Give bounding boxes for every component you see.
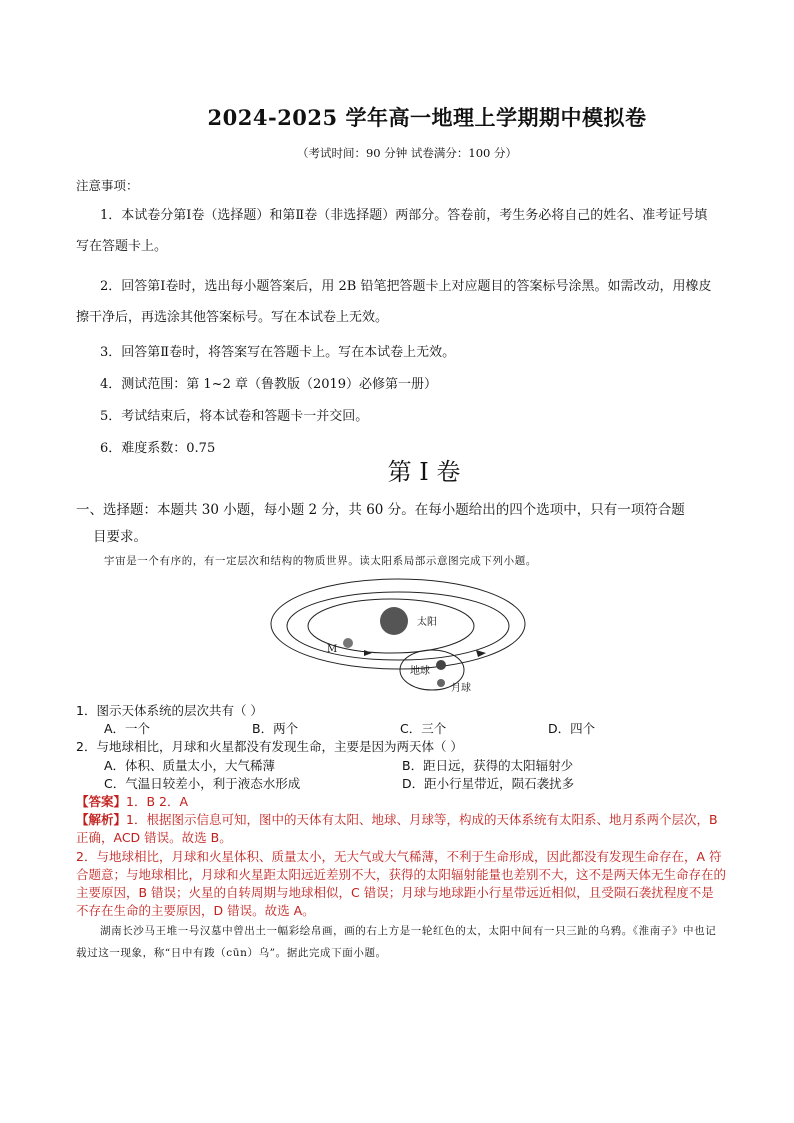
question-intro: 宇宙是一个有序的，有一定层次和结构的物质世界。读太阳系局部示意图完成下列小题。 — [104, 555, 537, 567]
option-d: D．距小行星带近，陨石袭扰多 — [402, 775, 575, 791]
m-label: M — [327, 644, 338, 655]
answer-text: 1．B 2．A — [126, 794, 189, 810]
sun-label: 太阳 — [417, 617, 437, 628]
solar-system-diagram — [268, 577, 528, 699]
notice-heading: 注意事项： — [76, 178, 139, 193]
section-heading-line2: 目要求。 — [93, 529, 147, 545]
exam-subtitle: （考试时间：90 分钟 试卷满分：100 分） — [296, 146, 518, 160]
question-1-stem: 1．图示天体系统的层次共有（ ） — [76, 703, 263, 718]
question-block — [76, 702, 726, 920]
earth-label: 地球 — [410, 666, 430, 677]
exam-title: 2024-2025 学年高一地理上学期期中模拟卷 — [207, 105, 647, 130]
orbit-arrow — [364, 650, 372, 656]
earth-icon — [436, 660, 446, 670]
option-c: C．气温日较差小，利于液态水形成 — [104, 775, 301, 791]
notice-item: 1．本试卷分第Ⅰ卷（选择题）和第Ⅱ卷（非选择题）两部分。答卷前，考生务必将自己的姓名、准考证号填写在答题卡上。 — [76, 208, 708, 254]
passage-2-intro: 湖南长沙马王堆一号汉墓中曾出土一幅彩绘帛画，画的右上方是一轮红色的太，太阳中间有一只三趾的乌鸦。《淮南子》中也记载过这一现象，称“日中有踆（cūn）乌”。据此完成下面小题。 — [76, 925, 717, 959]
option-a: A．体积、质量太小，大气稀薄 — [104, 757, 276, 773]
notice-item: 2．回答第Ⅰ卷时，选出每小题答案后，用 2B 铅笔把答题卡上对应题目的答案标号涂黑。如需改动，用橡皮擦干净后，再选涂其他答案标号。写在本试卷上无效。 — [76, 279, 712, 325]
orbit-arrow — [476, 650, 486, 657]
moon-label: 月球 — [451, 683, 471, 694]
question-2-options-row2 — [104, 775, 726, 793]
question-2-stem: 2．与地球相比，月球和火星都没有发现生命，主要是因为两天体（ ） — [76, 739, 463, 755]
analysis-tag: 【解析】 — [76, 812, 127, 828]
m-planet-icon — [343, 638, 353, 648]
option-c: C．三个 — [400, 721, 447, 737]
question-1-options — [104, 720, 726, 738]
notice-item: 6．难度系数：0.75 — [100, 441, 216, 456]
notice-item: 4．测试范围：第 1~2 章（鲁教版（2019）必修第一册） — [100, 377, 438, 392]
option-d: D．四个 — [548, 721, 596, 737]
analysis-para-2: 2．与地球相比，月球和火星体积、质量太小，无大气或大气稀薄，不利于生命形成，因此都没有发现生命存在，A 符合题意；与地球相比，月球和火星距太阳远近差别不大，获得的太阳辐射能量也差别不大，这不是两天体无生命存在的主要原因，B 错误；火星的自转周期与地球相似，C 错误；月球与地球距小行星带远近相似，且受陨石袭扰程度不是不存在生命的主要原因，D 错误。故选 A。 — [76, 848, 727, 919]
option-b: B．距日远，获得的太阳辐射少 — [402, 757, 574, 773]
answer-tag: 【答案】 — [76, 794, 127, 810]
notice-item: 3．回答第Ⅱ卷时，将答案写在答题卡上。写在本试卷上无效。 — [100, 345, 456, 360]
option-a: A．一个 — [104, 721, 151, 737]
answer-line — [76, 793, 726, 811]
option-b: B．两个 — [252, 721, 299, 737]
sun-icon — [380, 607, 408, 635]
notice-item: 5．考试结束后，将本试卷和答题卡一并交回。 — [100, 409, 369, 424]
notice-list — [76, 200, 720, 470]
volume-title: 第 I 卷 — [387, 458, 461, 486]
section-heading — [76, 497, 722, 551]
analysis-text-1: 1．根据图示信息可知，图中的天体有太阳、地球、月球等，构成的天体系统有太阳系、地月系两个层次，B 正确，ACD 错误。故选 B。 — [76, 812, 718, 846]
question-2-options-row1 — [104, 757, 726, 775]
moon-icon — [437, 679, 445, 687]
section-heading-line1: 一、选择题：本题共 30 小题，每小题 2 分，共 60 分。在每小题给出的四个选项中，只有一项符合题 — [76, 502, 685, 518]
analysis-para-1 — [76, 811, 726, 847]
